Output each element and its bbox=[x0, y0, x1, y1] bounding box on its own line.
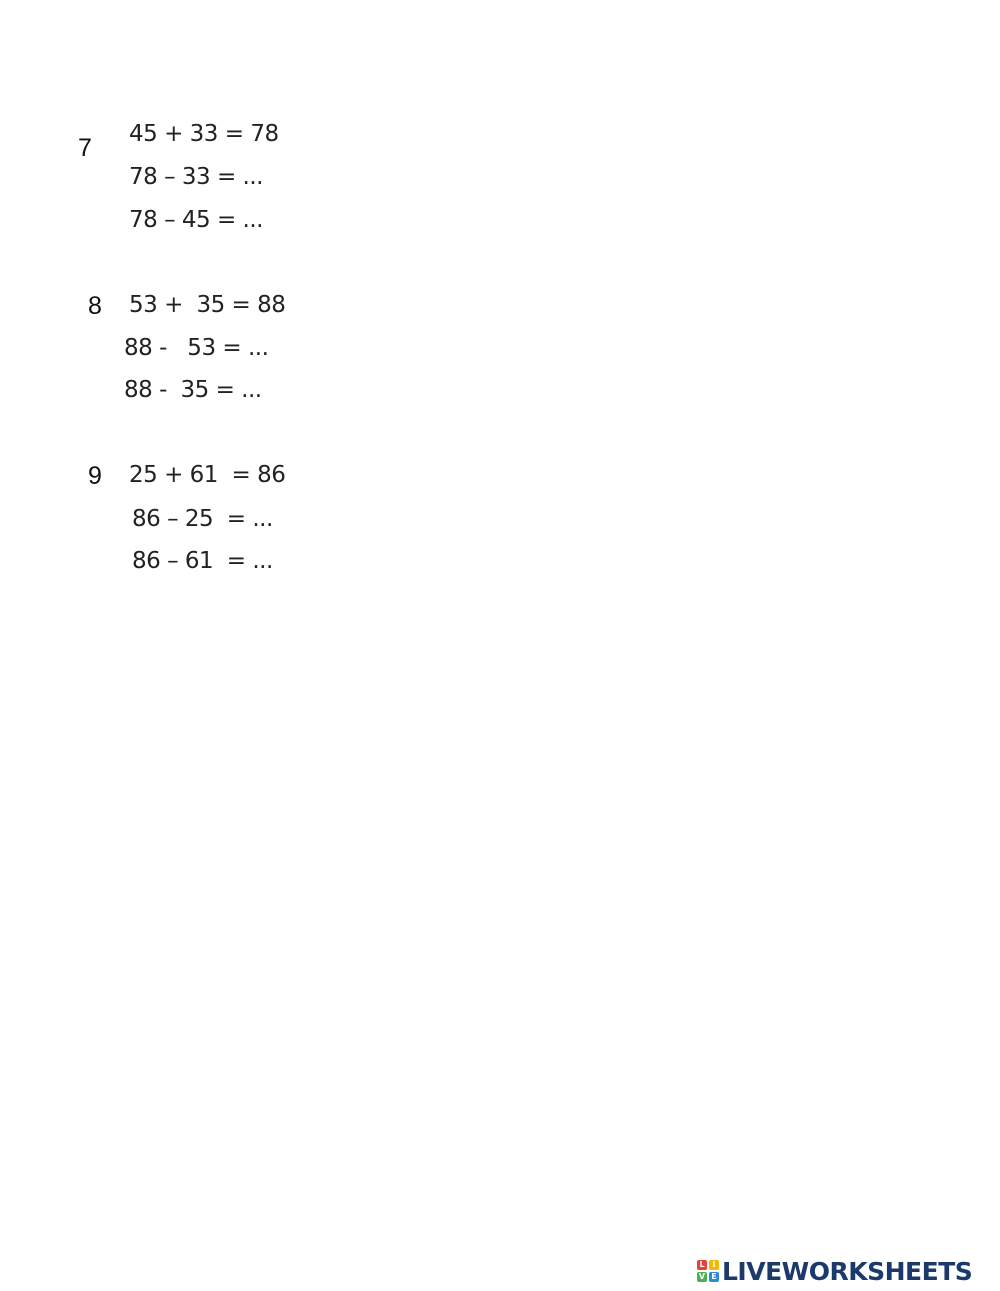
problem-number: 9 bbox=[88, 462, 102, 490]
liveworksheets-brand bbox=[697, 1256, 972, 1286]
equation-line: 88 - 35 = ... bbox=[124, 377, 262, 403]
equation-line: 88 - 53 = ... bbox=[124, 335, 269, 361]
problem-number: 7 bbox=[78, 134, 92, 162]
equation-line: 86 – 25 = ... bbox=[132, 506, 273, 532]
brand-name: LIVEWORKSHEETS bbox=[722, 1256, 973, 1286]
logo-cell: E bbox=[709, 1272, 719, 1282]
equation-line: 78 – 33 = ... bbox=[129, 164, 263, 190]
logo-cell: I bbox=[709, 1260, 719, 1270]
equation-line: 45 + 33 = 78 bbox=[129, 121, 279, 147]
equation-line: 86 – 61 = ... bbox=[132, 548, 273, 574]
liveworksheets-logo-icon bbox=[697, 1260, 719, 1282]
equation-line: 78 – 45 = ... bbox=[129, 207, 263, 233]
equation-line: 25 + 61 = 86 bbox=[129, 462, 286, 488]
logo-cell: V bbox=[698, 1272, 706, 1281]
problem-number: 8 bbox=[88, 292, 102, 320]
equation-line: 53 + 35 = 88 bbox=[129, 292, 286, 318]
logo-cell: L bbox=[697, 1260, 707, 1270]
